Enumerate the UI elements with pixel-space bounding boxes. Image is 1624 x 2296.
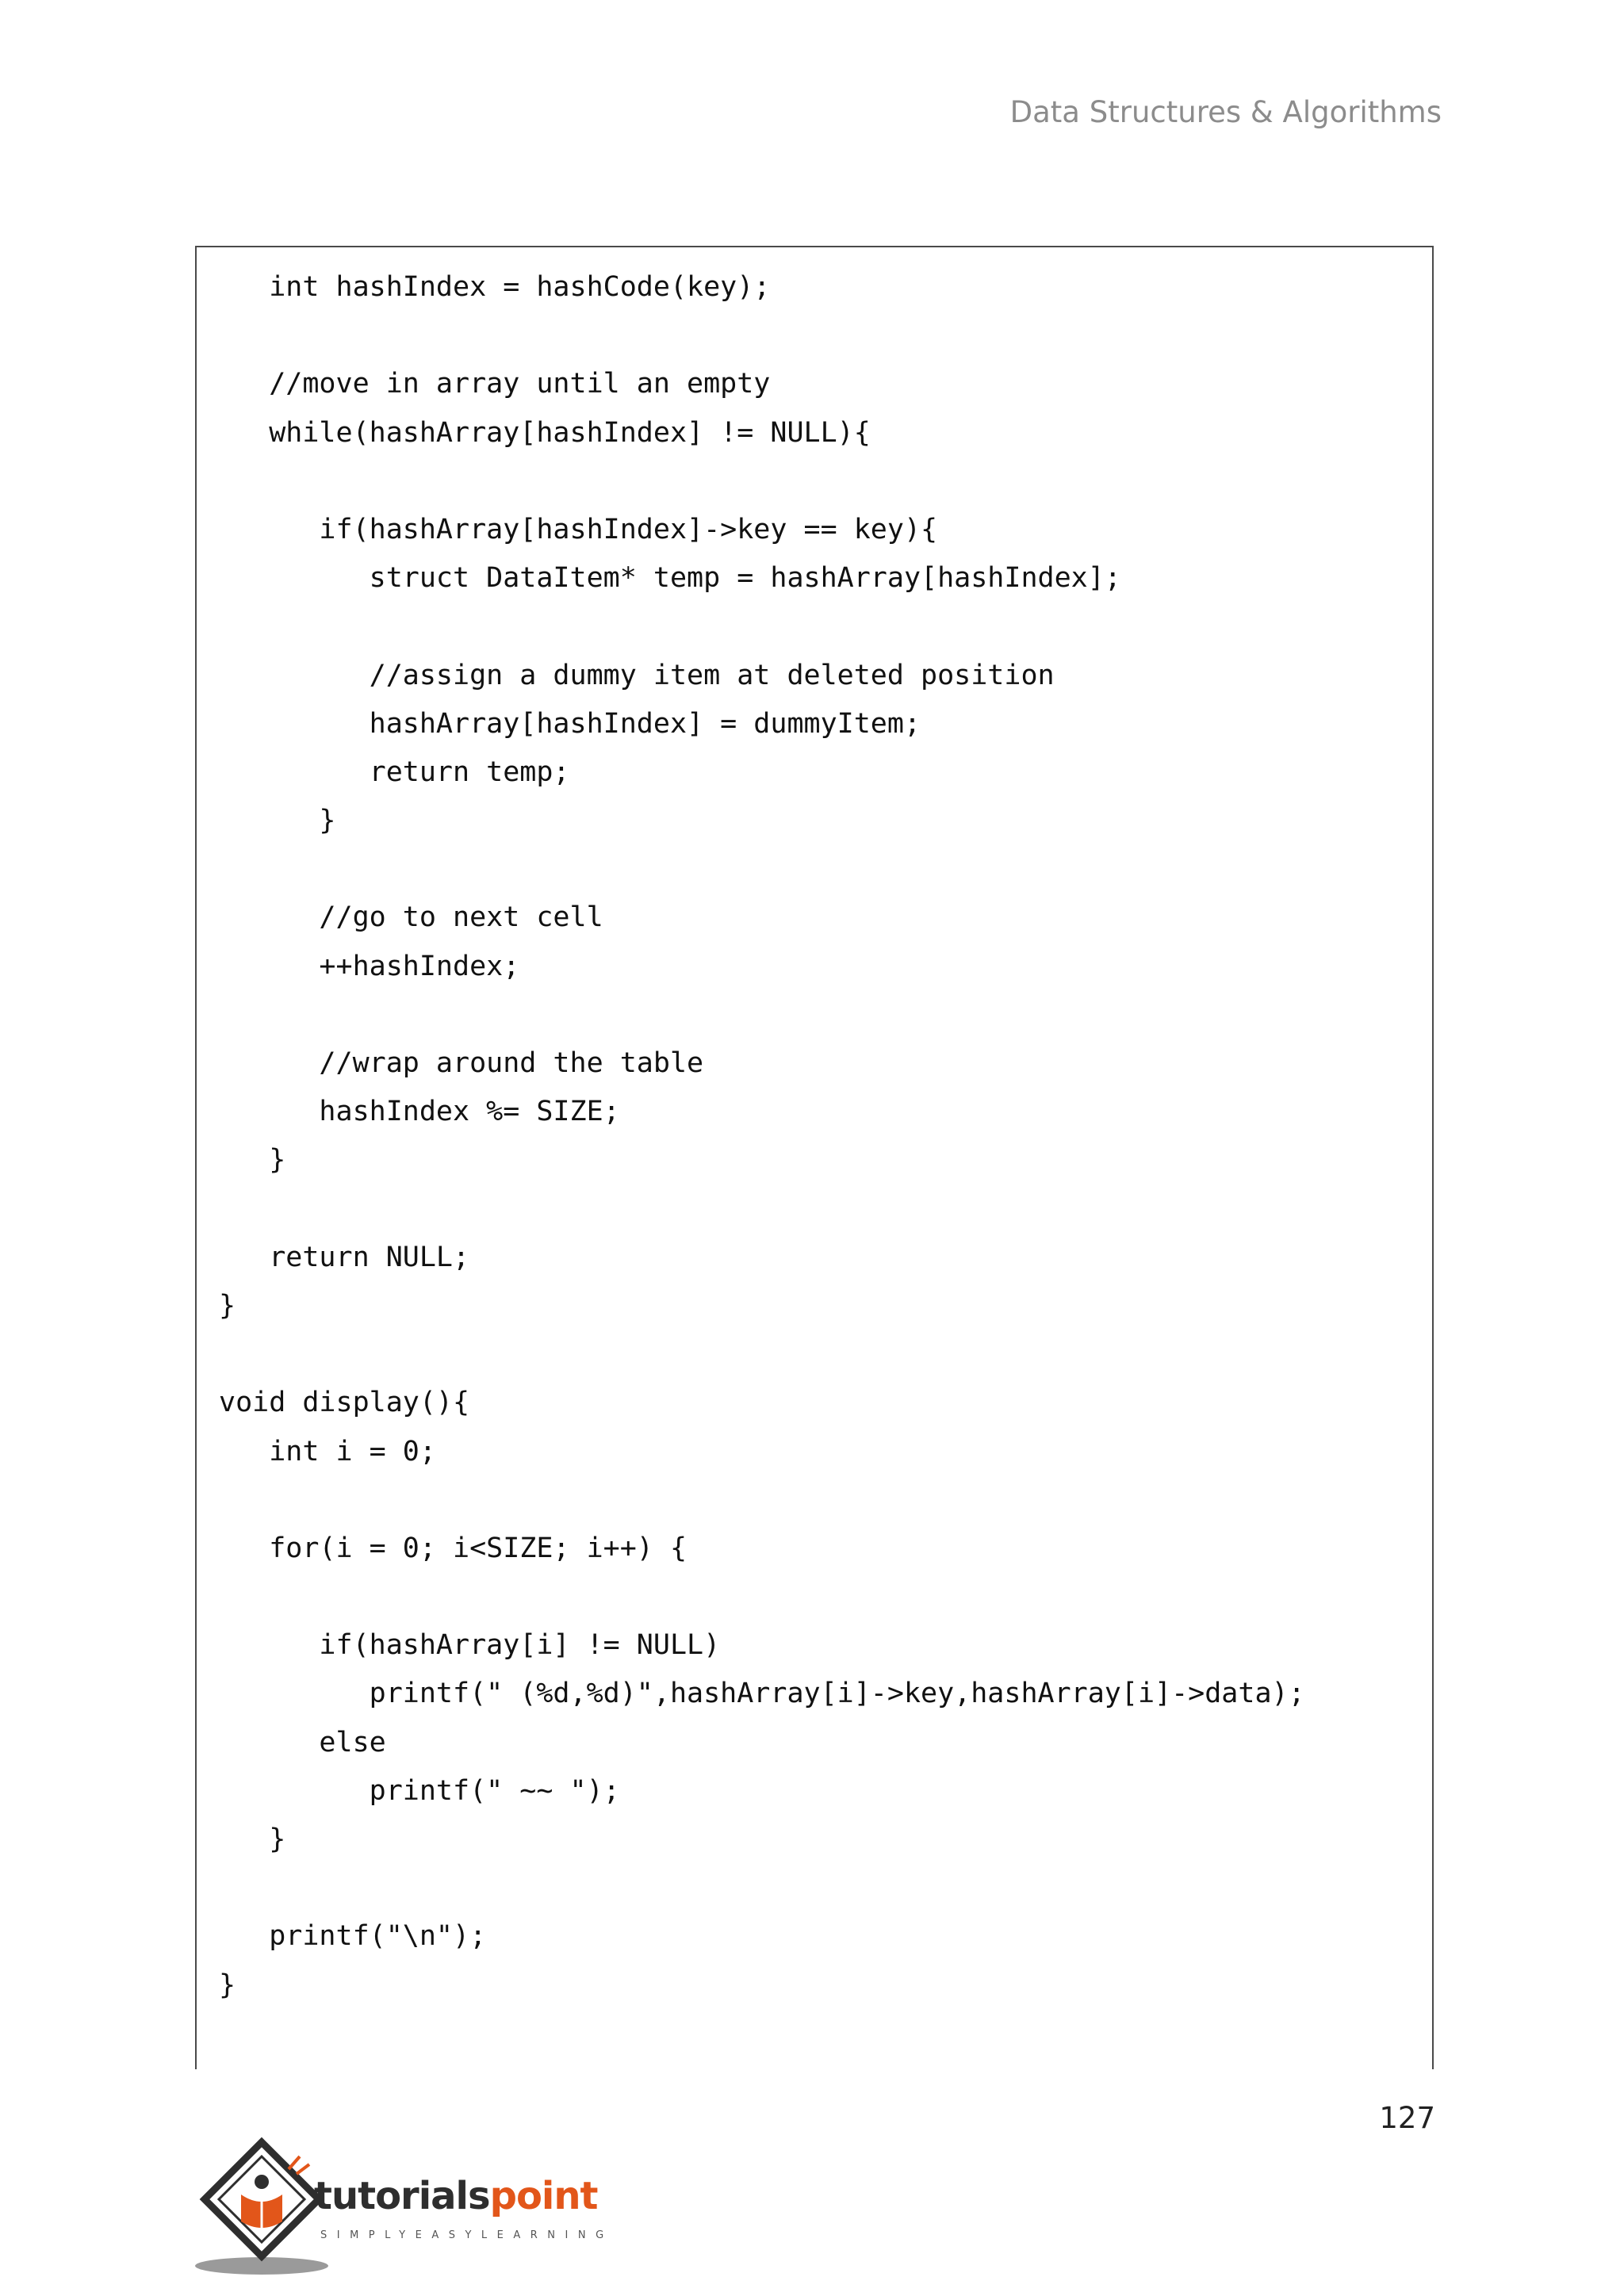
code-line: printf(" (%d,%d)",hashArray[i]->key,hashArray[i]->data); — [219, 1678, 1305, 1710]
code-block — [195, 246, 1434, 2069]
code-line — [219, 1476, 1305, 1525]
code-line — [219, 845, 1305, 894]
code-line — [219, 457, 1305, 506]
code-line: hashArray[hashIndex] = dummyItem; — [219, 707, 921, 740]
code-line — [219, 1185, 1305, 1234]
code-line: ++hashIndex; — [219, 950, 520, 982]
code-line: //move in array until an empty — [219, 368, 771, 400]
code-line: //wrap around the table — [219, 1047, 704, 1079]
logo-word-point: point — [489, 2174, 598, 2218]
logo-word-tutorials: tutorials — [314, 2174, 490, 2218]
code-line: //go to next cell — [219, 901, 603, 934]
code-line: //assign a dummy item at deleted position — [219, 659, 1055, 691]
code-line: int hashIndex = hashCode(key); — [219, 271, 771, 303]
tutorialspoint-logo — [195, 2133, 639, 2275]
code-line: } — [219, 1969, 236, 2001]
code-line: for(i = 0; i<SIZE; i++) { — [219, 1532, 688, 1564]
code-line: if(hashArray[hashIndex]->key == key){ — [219, 513, 938, 545]
code-line: } — [219, 1823, 286, 1855]
code-line — [219, 1864, 1305, 1912]
code-line: void display(){ — [219, 1387, 470, 1419]
code-line: printf(" ~~ "); — [219, 1774, 620, 1807]
code-line: struct DataItem* temp = hashArray[hashIndex]; — [219, 562, 1121, 595]
logo-tagline: SIMPLYEASYLEARNING — [320, 2229, 614, 2241]
code-line: printf("\n"); — [219, 1920, 487, 1953]
code-line: return temp; — [219, 756, 570, 788]
code-line — [219, 1573, 1305, 1621]
page-number: 127 — [1379, 2101, 1435, 2135]
logo-wordmark — [314, 2174, 597, 2218]
code-line: } — [219, 805, 336, 837]
code-line: } — [219, 1289, 236, 1322]
code-line: if(hashArray[i] != NULL) — [219, 1629, 721, 1662]
code-line: return NULL; — [219, 1241, 470, 1273]
code-line — [219, 312, 1305, 360]
code-line — [219, 1330, 1305, 1379]
code-line: else — [219, 1726, 386, 1758]
code-line — [219, 603, 1305, 651]
code-line: int i = 0; — [219, 1435, 436, 1468]
code-line: } — [219, 1144, 286, 1177]
code-line — [219, 991, 1305, 1039]
page-header-title: Data Structures & Algorithms — [1009, 95, 1442, 129]
code-line: hashIndex %= SIZE; — [219, 1096, 620, 1128]
code-line: while(hashArray[hashIndex] != NULL){ — [219, 416, 871, 449]
code-listing — [219, 263, 1305, 2010]
